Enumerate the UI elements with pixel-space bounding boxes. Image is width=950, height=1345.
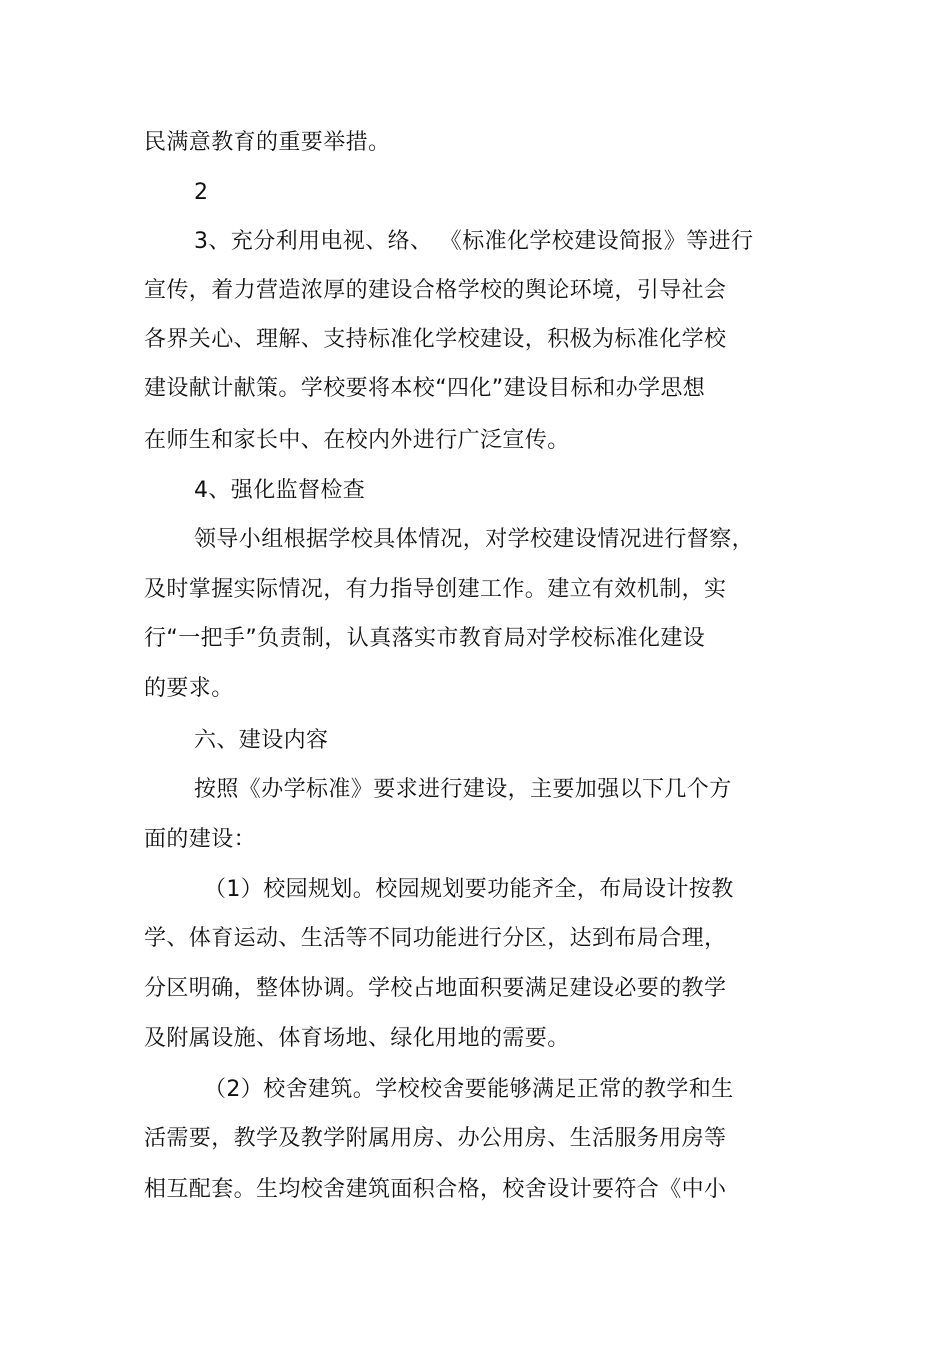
text-line: 按照《办学标准》要求进行建设，主要加强以下几个方 <box>194 777 732 802</box>
section-heading: 六、建设内容 <box>194 728 329 753</box>
text-line: 宣传，着力营造浓厚的建设合格学校的舆论环境，引导社会 <box>144 278 727 303</box>
page-number: 2 <box>194 180 209 205</box>
text-line: 及时掌握实际情况，有力指导创建工作。建立有效机制，实 <box>144 577 727 602</box>
text-line: 在师生和家长中、在校内外进行广泛宣传。 <box>144 428 570 453</box>
text-line: 各界关心、理解、支持标准化学校建设，积极为标准化学校 <box>144 327 727 352</box>
text-line: 面的建设： <box>144 827 257 852</box>
text-line: 相互配套。生均校舍建筑面积合格，校舍设计要符合《中小 <box>144 1177 727 1202</box>
text-line: 3、充分利用电视、络、 《标准化学校建设简报》等进行 <box>194 229 754 254</box>
text-line: 及附属设施、体育场地、绿化用地的需要。 <box>144 1026 570 1051</box>
text-line: 的要求。 <box>144 676 234 701</box>
text-line: 学、体育运动、生活等不同功能进行分区，达到布局合理， <box>144 926 727 951</box>
text-line: （1）校园规划。校园规划要功能齐全，布局设计按教 <box>204 877 734 902</box>
text-line: 领导小组根据学校具体情况，对学校建设情况进行督察， <box>194 527 755 552</box>
section-heading: 4、强化监督检查 <box>194 478 366 503</box>
text-line: 分区明确，整体协调。学校占地面积要满足建设必要的教学 <box>144 976 727 1001</box>
text-line: （2）校舍建筑。学校校舍要能够满足正常的教学和生 <box>204 1077 734 1102</box>
text-line: 民满意教育的重要举措。 <box>144 130 391 155</box>
text-line: 行“一把手”负责制，认真落实市教育局对学校标准化建设 <box>144 626 706 651</box>
text-line: 活需要，教学及教学附属用房、办公用房、生活服务用房等 <box>144 1126 727 1151</box>
text-line: 建设献计献策。学校要将本校“四化”建设目标和办学思想 <box>144 376 706 401</box>
